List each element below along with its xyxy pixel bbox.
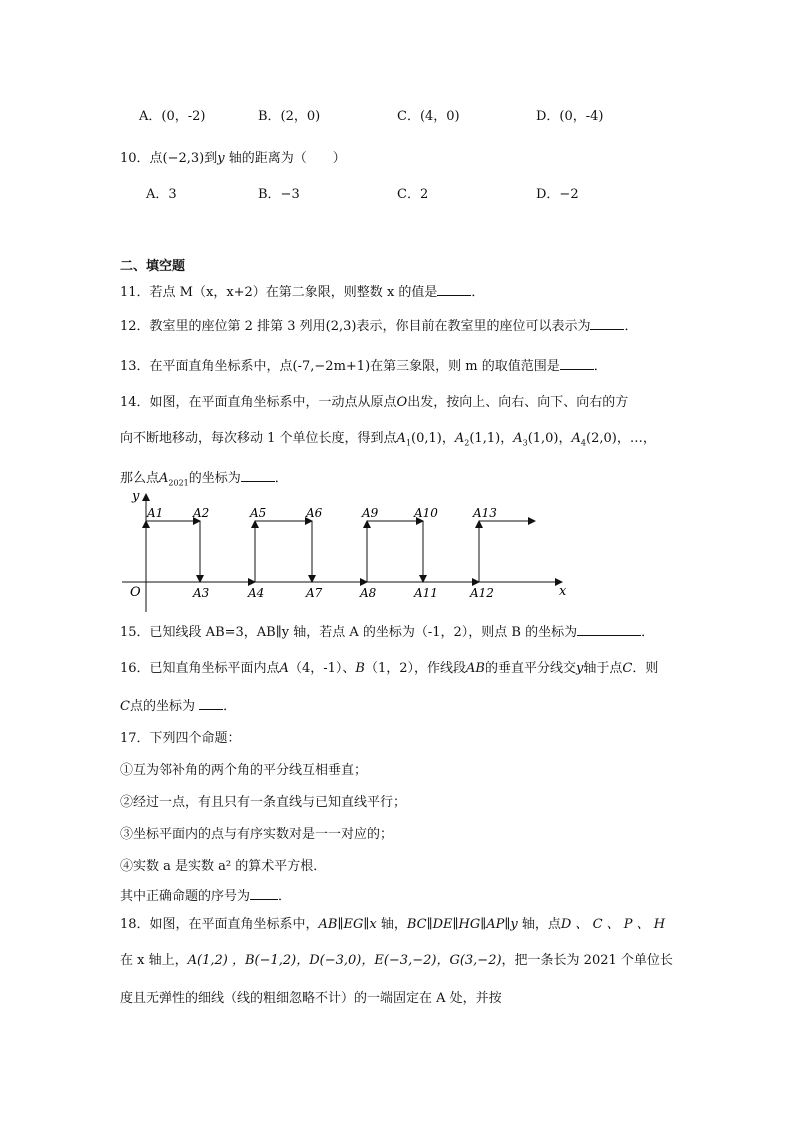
label-a13: A13 (473, 506, 497, 520)
q10-option-b: B．−3 (258, 187, 300, 202)
label-a3: A3 (193, 586, 210, 600)
q10-option-d: D．−2 (536, 187, 579, 202)
q13: 13．在平面直角坐标系中，点(-7,−2m+1)在第三象限，则 m 的取值范围是 ． (120, 356, 607, 376)
answer-blank (590, 316, 624, 330)
q18-line1: 18．如图，在平面直角坐标系中，AB∥EG∥x 轴，BC∥DE∥HG∥AP∥y 轴，点D 、 C 、 P 、 H (120, 917, 666, 932)
q14-line2: 向不断地移动，每次移动 1 个单位长度，得到点$A_1(0,1)$，$A_2(1,1)$，$A_3(1,0)$，$A_4(2,0)$，…， (120, 431, 656, 448)
label-a12: A12 (470, 586, 494, 600)
point-labels (146, 506, 497, 600)
section-title: 二、填空题 (120, 259, 186, 274)
answer-blank (577, 622, 641, 636)
label-a5: A5 (250, 506, 267, 520)
q18-line2: 在 x 轴上，A(1,2) ，B(−1,2)，D(−3,0)，E(−3,−2)，G(3,−2)，把一条长为 2021 个单位长 (120, 953, 673, 968)
q17-title: 17．下列四个命题： (120, 731, 241, 746)
q9-option-a: A．(0，-2) (139, 109, 206, 124)
answer-blank (437, 282, 471, 296)
x-axis-label: x (559, 584, 567, 599)
path-segments (146, 521, 535, 582)
label-a8: A8 (360, 586, 377, 600)
q14-figure (110, 488, 580, 620)
answer-blank (241, 468, 275, 482)
q10-option-a: A．3 (146, 187, 177, 202)
q9-option-d: D．(0，-4) (536, 109, 604, 124)
y-axis-label: y (132, 489, 140, 504)
answer-blank (250, 886, 278, 900)
q16-line1: 16．已知直角坐标平面内点A（4，-1）、B（1，2），作线段AB的垂直平分线交y轴于点C．则 (120, 661, 659, 676)
q17-answer: 其中正确命题的序号为 ． (120, 886, 291, 906)
q17-item-3: ③坐标平面内的点与有序实数对是一一对应的； (120, 827, 394, 842)
q14-line1: 14．如图，在平面直角坐标系中，一动点从原点O出发，按向上、向右、向下、向右的方 (120, 395, 629, 410)
q17-item-1: ①互为邻补角的两个角的平分线互相垂直； (120, 763, 368, 778)
label-a7: A7 (306, 586, 323, 600)
q10-stem: 10．点(−2,3)到y 轴的距离为（ ） (120, 151, 346, 166)
answer-blank (199, 696, 223, 710)
origin-label: O (130, 585, 141, 600)
q9-option-c: C．(4，0) (397, 109, 460, 124)
q11: 11．若点 M（x，x+2）在第二象限，则整数 x 的值是 ． (120, 282, 484, 302)
answer-blank (560, 356, 594, 370)
q15: 15．已知线段 AB=3，AB∥y 轴，若点 A 的坐标为（-1，2），则点 B 的坐标为 ． (120, 622, 654, 642)
label-a11: A11 (414, 586, 438, 600)
q9-option-b: B．(2，0) (258, 109, 321, 124)
q17-item-4: ④实数 a 是实数 a² 的算术平方根． (120, 859, 327, 874)
q16-line2: C点的坐标为 ． (120, 696, 236, 716)
q14-line3: 那么点$A_{2021}$的坐标为 ． (120, 468, 288, 493)
label-a2: A2 (193, 506, 210, 520)
label-a6: A6 (306, 506, 323, 520)
q17-item-2: ②经过一点，有且只有一条直线与已知直线平行； (120, 795, 407, 810)
label-a10: A10 (414, 506, 438, 520)
label-a1: A1 (147, 506, 164, 520)
q18-line3: 度且无弹性的细线（线的粗细忽略不计）的一端固定在 A 处，并按 (120, 991, 502, 1006)
q12: 12．教室里的座位第 2 排第 3 列用(2,3)表示，你目前在教室里的座位可以表示为 ． (120, 316, 637, 336)
label-a9: A9 (362, 506, 379, 520)
label-a4: A4 (248, 586, 265, 600)
q10-option-c: C．2 (397, 187, 429, 202)
